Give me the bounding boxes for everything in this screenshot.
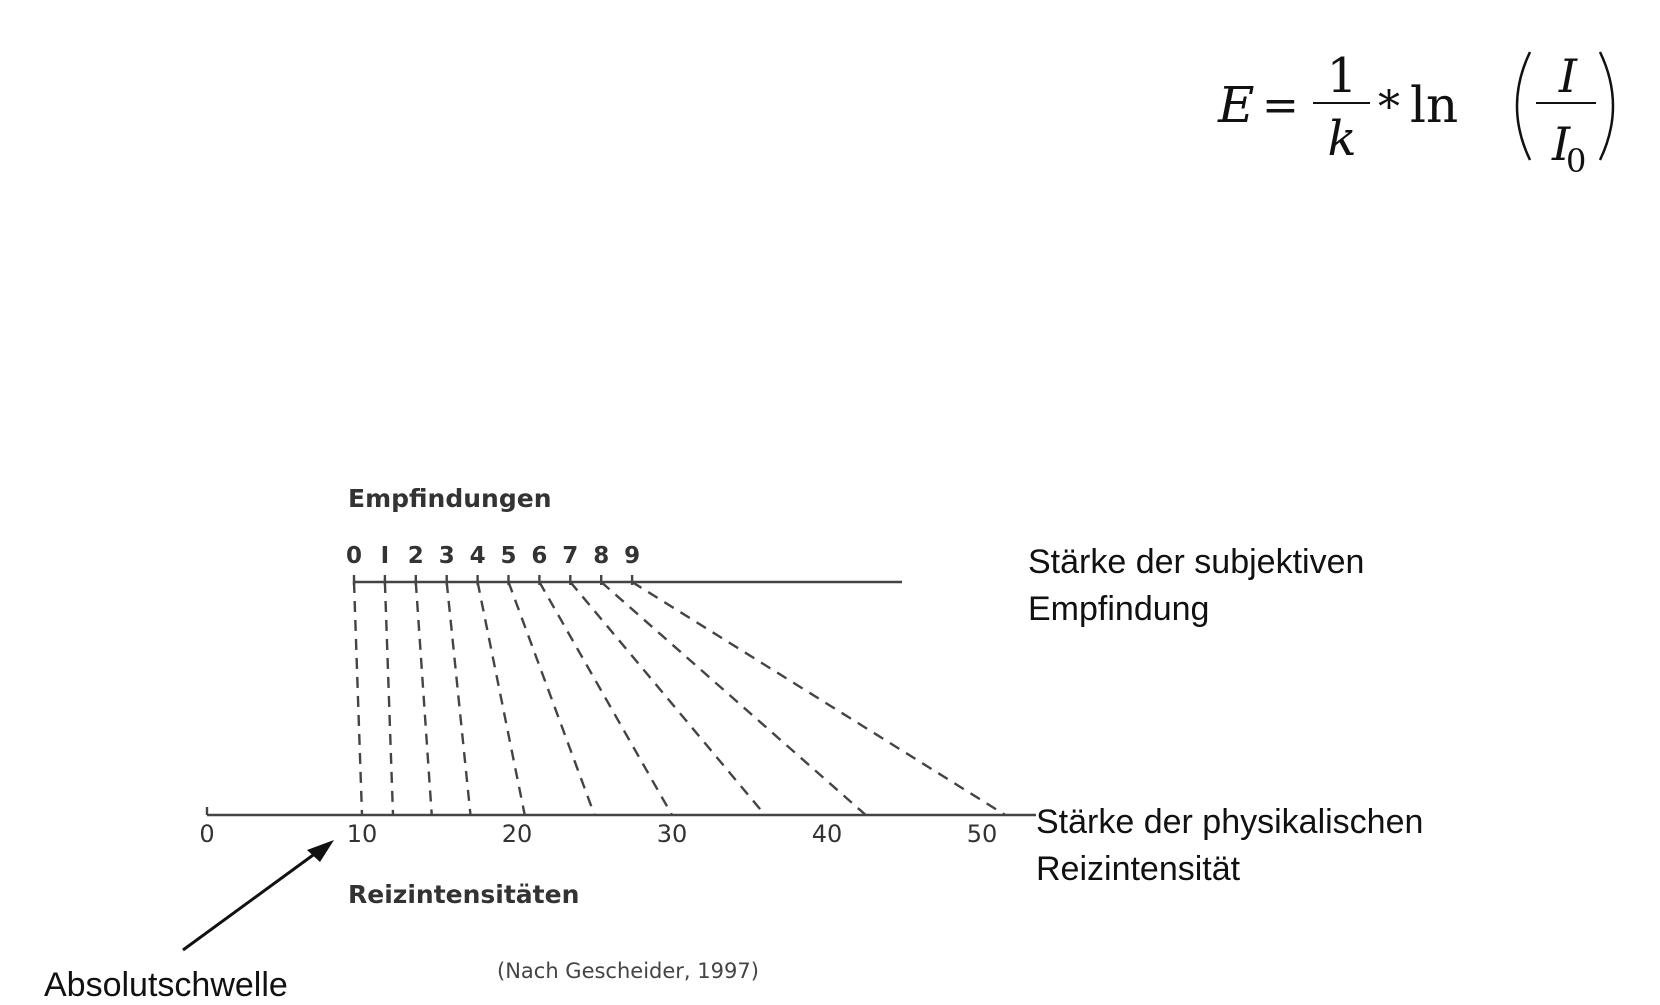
subjective-sensation-label-line2: Empfindung [1028,590,1210,628]
stimulus-tick-label: 50 [966,820,998,848]
formula-right-paren [1600,52,1613,160]
formula-equals: = [1262,80,1299,131]
sensation-tick-label: 9 [624,543,641,569]
stimulus-tick-label: 0 [199,820,215,848]
sensation-tick-label: 2 [407,543,424,569]
formula-inner-denominator: I [1552,117,1571,171]
mapping-line [509,582,595,815]
mapping-line [570,582,765,815]
formula-left-paren [1517,52,1530,160]
formula-inner-subscript: 0 [1566,142,1587,180]
mapping-line [539,582,672,815]
top-axis-label: Empfindungen [348,484,552,513]
threshold-arrow [183,840,334,950]
sensation-ticks [346,543,640,585]
physical-intensity-label-line1: Stärke der physikalischen [1036,803,1424,841]
formula-numerator: 1 [1326,48,1358,104]
mapping-line [447,582,471,815]
stimulus-tick-label: 40 [811,820,843,848]
formula-lhs: E [1218,76,1255,134]
mapping-line [601,582,866,815]
formula-operator: * [1378,82,1400,133]
formula [1217,48,1613,180]
formula-func: ln [1410,76,1459,134]
citation: (Nach Gescheider, 1997) [497,959,759,983]
sensation-tick-label: 5 [500,543,517,569]
threshold-label: Absolutschwelle [44,966,288,1004]
formula-inner-numerator: I [1558,49,1578,103]
sensation-tick-label: 7 [562,543,579,569]
mapping-line [354,582,362,815]
bottom-axis-label: Reizintensitäten [348,880,580,909]
sensation-tick-label: 4 [469,543,486,569]
mapping-line [385,582,393,815]
mapping-line [478,582,525,815]
sensation-tick-label: I [380,543,390,569]
subjective-sensation-label-line1: Stärke der subjektiven [1028,543,1365,581]
sensation-tick-label: 8 [593,543,610,569]
stimulus-tick-label: 30 [656,820,688,848]
sensation-tick-label: 6 [531,543,548,569]
stimulus-ticks [199,820,997,848]
stimulus-tick-label: 20 [501,820,533,848]
stimulus-tick-label: 10 [346,820,378,848]
physical-intensity-label-line2: Reizintensität [1036,850,1241,888]
formula-denominator: k [1327,111,1357,167]
sensation-tick-label: 0 [345,543,363,569]
sensation-tick-label: 3 [438,543,455,569]
mapping-line [416,582,432,815]
mapping-line [632,582,1005,815]
mapping-lines [354,582,1005,815]
